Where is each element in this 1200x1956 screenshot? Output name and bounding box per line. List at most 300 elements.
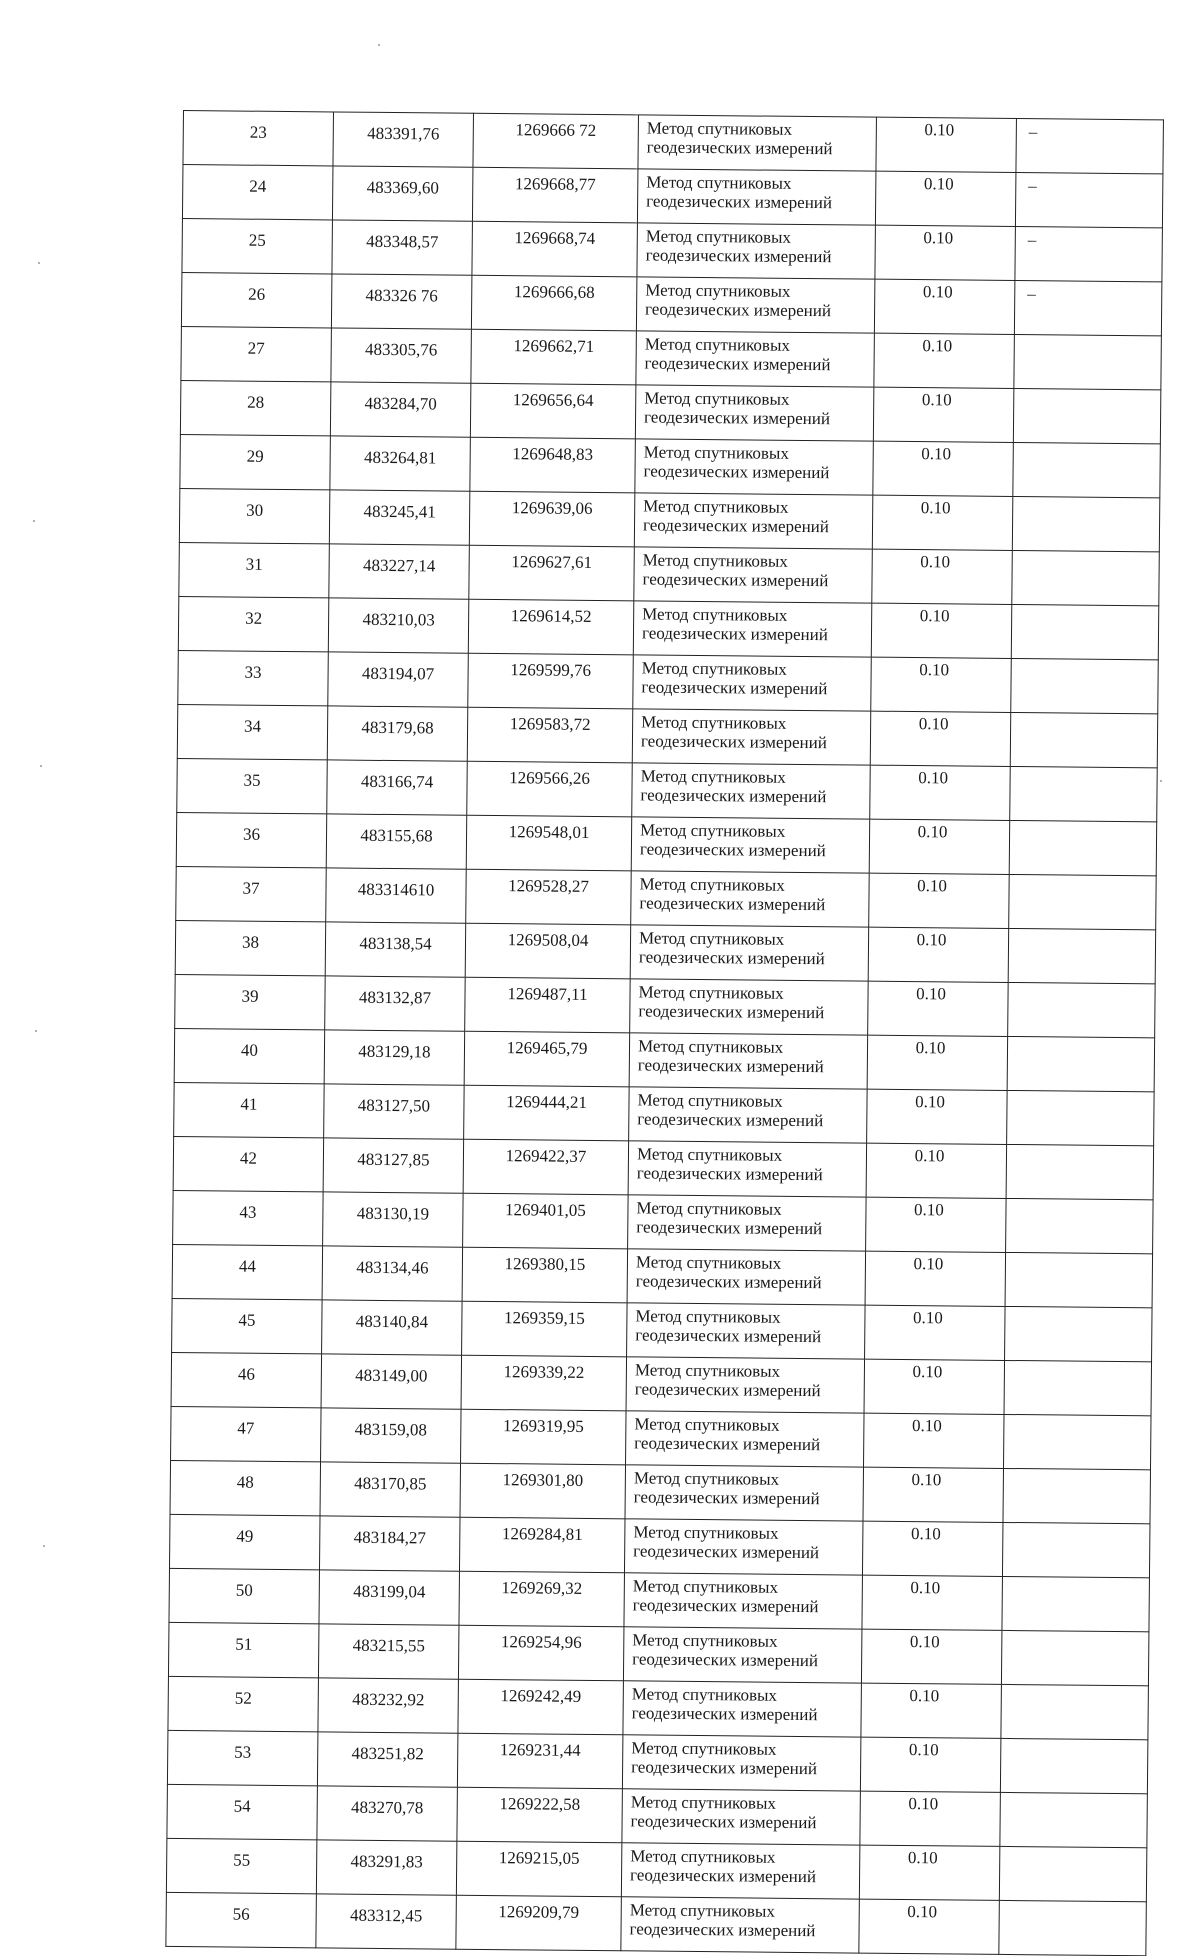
point-number-cell: 50: [169, 1568, 320, 1623]
note-cell: [1012, 496, 1160, 551]
accuracy-cell: 0.10: [868, 927, 1009, 982]
y-coordinate-cell: 1269662,71: [471, 329, 637, 385]
y-coordinate-cell: 1269444,21: [464, 1085, 630, 1141]
note-cell: [1010, 712, 1158, 767]
note-cell: [999, 1846, 1147, 1901]
method-line-2: геодезических измерений: [638, 1001, 825, 1023]
x-coordinate-cell: 483348,57: [332, 220, 473, 275]
method-line-2: геодезических измерений: [640, 731, 827, 753]
y-coordinate-cell: 1269548,01: [466, 815, 632, 871]
method-line-1: Метод спутниковых: [645, 226, 792, 247]
x-coordinate-cell: 483129,18: [324, 1030, 465, 1085]
table-row: [180, 380, 1160, 443]
method-line-2: геодезических измерений: [633, 1541, 820, 1563]
note-cell: –: [1015, 172, 1163, 227]
y-coordinate-cell: 1269583,72: [467, 707, 633, 763]
table-row: [176, 812, 1156, 875]
method-line-1: Метод спутниковых: [632, 1576, 779, 1597]
accuracy-cell: 0.10: [866, 1143, 1007, 1198]
x-coordinate-cell: 483140,84: [322, 1300, 463, 1355]
point-number-cell: 51: [168, 1622, 319, 1677]
scan-speck: [40, 765, 42, 767]
accuracy-cell: 0.10: [873, 441, 1014, 496]
y-coordinate-cell: 1269401,05: [463, 1193, 629, 1249]
method-line-2: геодезических измерений: [641, 623, 828, 645]
accuracy-cell: 0.10: [859, 1845, 1000, 1900]
point-number-cell: 42: [173, 1136, 324, 1191]
method-cell: [631, 871, 870, 927]
point-number-cell: 48: [170, 1460, 321, 1515]
point-number-cell: 37: [176, 866, 327, 921]
note-cell: [1011, 604, 1159, 659]
coordinates-table-body: [166, 111, 1164, 1956]
method-line-2: геодезических измерений: [643, 461, 830, 483]
method-line-1: Метод спутниковых: [645, 280, 791, 301]
method-line-2: геодезических измерений: [644, 353, 831, 375]
x-coordinate-cell: 483130,19: [323, 1192, 464, 1247]
accuracy-cell: 0.10: [862, 1521, 1003, 1576]
method-cell: [625, 1465, 864, 1521]
table-row: [170, 1460, 1150, 1523]
method-line-2: геодезических измерений: [635, 1271, 822, 1293]
scan-speck: [35, 1030, 37, 1032]
table-row: [171, 1352, 1151, 1415]
accuracy-cell: 0.10: [871, 657, 1012, 712]
method-line-1: Метод спутниковых: [641, 712, 787, 733]
y-coordinate-cell: 1269656,64: [470, 383, 636, 439]
method-line-2: геодезических измерений: [638, 947, 825, 969]
accuracy-cell: 0.10: [872, 549, 1013, 604]
point-number-cell: 39: [175, 974, 326, 1029]
method-line-1: Метод спутниковых: [635, 1306, 781, 1327]
method-line-1: Метод спутниковых: [632, 1630, 778, 1651]
point-number-cell: 28: [180, 380, 331, 435]
note-cell: –: [1014, 280, 1162, 335]
point-number-cell: 38: [175, 920, 326, 975]
method-line-2: геодезических измерений: [631, 1757, 818, 1779]
method-line-1: Метод спутниковых: [646, 172, 792, 193]
method-cell: [634, 547, 873, 603]
table-row: [168, 1622, 1148, 1685]
method-line-1: Метод спутниковых: [644, 388, 790, 409]
note-cell: [1002, 1576, 1150, 1631]
method-line-2: геодезических измерений: [630, 1811, 817, 1833]
method-line-2: геодезических измерений: [636, 1163, 823, 1185]
y-coordinate-cell: 1269668,74: [472, 221, 638, 277]
table-row: [168, 1676, 1148, 1739]
y-coordinate-cell: 1269359,15: [462, 1301, 628, 1357]
table-row: [171, 1406, 1151, 1469]
note-cell: [1006, 1198, 1154, 1253]
method-cell: [634, 493, 873, 549]
point-number-cell: 56: [166, 1892, 317, 1947]
table-row: [178, 596, 1158, 659]
accuracy-cell: 0.10: [867, 1089, 1008, 1144]
method-cell: [626, 1411, 865, 1467]
method-line-2: геодезических измерений: [646, 137, 833, 159]
method-cell: [627, 1249, 866, 1305]
method-cell: [627, 1303, 866, 1359]
method-cell: [624, 1573, 863, 1629]
x-coordinate-cell: 483369,60: [332, 166, 473, 221]
point-number-cell: 47: [171, 1406, 322, 1461]
method-line-2: геодезических измерений: [636, 1217, 823, 1239]
method-line-1: Метод спутниковых: [634, 1360, 781, 1381]
accuracy-cell: 0.10: [863, 1467, 1004, 1522]
method-cell: [628, 1195, 867, 1251]
method-cell: [621, 1897, 860, 1953]
accuracy-cell: 0.10: [859, 1899, 1000, 1954]
method-cell: [630, 925, 869, 981]
method-line-1: Метод спутниковых: [635, 1252, 782, 1273]
method-cell: [637, 223, 876, 279]
method-cell: [635, 439, 874, 495]
note-cell: [1003, 1414, 1151, 1469]
method-line-2: геодезических измерений: [642, 515, 830, 537]
table-row: [167, 1730, 1147, 1793]
note-cell: [1007, 1090, 1155, 1145]
table-row: [182, 165, 1162, 228]
accuracy-cell: 0.10: [861, 1683, 1002, 1738]
method-line-1: Метод спутниковых: [631, 1684, 778, 1705]
scan-speck: [38, 262, 40, 264]
note-cell: [1006, 1144, 1154, 1199]
method-cell: [621, 1843, 860, 1899]
method-cell: [622, 1789, 861, 1845]
note-cell: –: [1015, 226, 1163, 281]
point-number-cell: 43: [173, 1190, 324, 1245]
method-line-1: Метод спутниковых: [630, 1846, 776, 1867]
method-cell: [636, 331, 875, 387]
note-cell: [1012, 550, 1160, 605]
y-coordinate-cell: 1269422,37: [463, 1139, 629, 1195]
table-row: [166, 1838, 1146, 1901]
y-coordinate-cell: 1269254,96: [458, 1625, 624, 1681]
x-coordinate-cell: 483179,68: [327, 706, 468, 761]
method-cell: [631, 817, 870, 873]
accuracy-cell: 0.10: [869, 873, 1010, 928]
method-line-2: геодезических измерений: [634, 1433, 821, 1455]
table-row: [167, 1784, 1147, 1847]
note-cell: [1007, 1036, 1155, 1091]
point-number-cell: 31: [179, 542, 330, 597]
method-line-1: Метод спутниковых: [634, 1414, 780, 1435]
y-coordinate-cell: 1269231,44: [457, 1733, 623, 1789]
point-number-cell: 52: [168, 1676, 319, 1731]
accuracy-cell: 0.10: [871, 603, 1012, 658]
point-number-cell: 49: [169, 1514, 320, 1569]
method-line-2: геодезических измерений: [643, 407, 831, 429]
point-number-cell: 55: [166, 1838, 317, 1893]
note-cell: [1014, 334, 1162, 389]
table-row: [175, 974, 1155, 1037]
x-coordinate-cell: 483127,50: [324, 1084, 465, 1139]
note-cell: [1013, 388, 1161, 443]
table-row: [181, 272, 1161, 335]
table-row: [174, 1028, 1154, 1091]
coordinates-table: [165, 110, 1164, 1956]
y-coordinate-cell: 1269508,04: [465, 923, 631, 979]
table-row: [173, 1190, 1153, 1253]
y-coordinate-cell: 1269319,95: [461, 1409, 627, 1465]
note-cell: [1008, 982, 1156, 1037]
note-cell: [999, 1900, 1147, 1955]
y-coordinate-cell: 1269487,11: [465, 977, 631, 1033]
point-number-cell: 35: [177, 758, 328, 813]
method-line-1: Метод спутниковых: [633, 1468, 780, 1489]
y-coordinate-cell: 1269566,26: [467, 761, 633, 817]
method-cell: [629, 1033, 868, 1089]
point-number-cell: 27: [181, 326, 332, 381]
method-line-1: Метод спутниковых: [646, 118, 793, 139]
method-cell: [624, 1519, 863, 1575]
x-coordinate-cell: 483194,07: [328, 652, 469, 707]
table-row: [183, 111, 1163, 174]
x-coordinate-cell: 483210,03: [328, 598, 469, 653]
method-line-2: геодезических измерений: [637, 1109, 824, 1131]
x-coordinate-cell: 483138,54: [325, 922, 466, 977]
table-row: [179, 542, 1159, 605]
x-coordinate-cell: 483215,55: [318, 1624, 459, 1679]
accuracy-cell: 0.10: [865, 1305, 1006, 1360]
x-coordinate-cell: 483170,85: [320, 1462, 461, 1517]
method-line-1: Метод спутниковых: [638, 928, 785, 949]
y-coordinate-cell: 1269528,27: [466, 869, 632, 925]
scan-speck: [43, 1545, 45, 1547]
method-line-1: Метод спутниковых: [637, 1090, 783, 1111]
note-cell: [1009, 874, 1157, 929]
table-row: [169, 1568, 1149, 1631]
accuracy-cell: 0.10: [860, 1791, 1001, 1846]
accuracy-cell: 0.10: [866, 1197, 1007, 1252]
accuracy-cell: 0.10: [864, 1413, 1005, 1468]
accuracy-cell: 0.10: [864, 1359, 1005, 1414]
table-row: [172, 1298, 1152, 1361]
method-line-1: Метод спутниковых: [639, 874, 785, 895]
method-line-2: геодезических измерений: [642, 569, 829, 591]
method-line-1: Метод спутниковых: [640, 766, 786, 787]
x-coordinate-cell: 483227,14: [329, 544, 470, 599]
y-coordinate-cell: 1269599,76: [468, 653, 634, 709]
method-cell: [629, 1087, 868, 1143]
y-coordinate-cell: 1269668,77: [472, 167, 638, 223]
note-cell: [1011, 658, 1159, 713]
point-number-cell: 46: [171, 1352, 322, 1407]
x-coordinate-cell: 483149,00: [321, 1354, 462, 1409]
y-coordinate-cell: 1269380,15: [462, 1247, 628, 1303]
point-number-cell: 30: [179, 488, 330, 543]
method-line-1: Метод спутниковых: [642, 604, 788, 625]
accuracy-cell: 0.10: [874, 279, 1015, 334]
method-line-1: Метод спутниковых: [643, 442, 789, 463]
table-row: [179, 488, 1159, 551]
method-line-1: Метод спутниковых: [633, 1522, 779, 1543]
point-number-cell: 40: [174, 1028, 325, 1083]
method-line-1: Метод спутниковых: [643, 496, 789, 517]
method-cell: [633, 655, 872, 711]
table-row: [172, 1244, 1152, 1307]
accuracy-cell: 0.10: [869, 819, 1010, 874]
accuracy-cell: 0.10: [867, 1035, 1008, 1090]
y-coordinate-cell: 1269614,52: [468, 599, 634, 655]
method-line-2: геодезических измерений: [637, 1055, 824, 1077]
table-row: [169, 1514, 1149, 1577]
point-number-cell: 54: [167, 1784, 318, 1839]
x-coordinate-cell: 483159,08: [321, 1408, 462, 1463]
point-number-cell: 25: [182, 218, 333, 273]
table-row: [180, 434, 1160, 497]
note-cell: [1002, 1522, 1150, 1577]
note-cell: [1005, 1306, 1153, 1361]
note-cell: [1005, 1252, 1153, 1307]
y-coordinate-cell: 1269648,83: [470, 437, 636, 493]
accuracy-cell: 0.10: [872, 495, 1013, 550]
table-row: [166, 1892, 1146, 1955]
x-coordinate-cell: 483264,81: [330, 436, 471, 491]
accuracy-cell: 0.10: [874, 333, 1015, 388]
point-number-cell: 29: [180, 434, 331, 489]
method-line-2: геодезических измерений: [640, 785, 827, 807]
x-coordinate-cell: 483134,46: [322, 1246, 463, 1301]
method-cell: [635, 385, 874, 441]
point-number-cell: 34: [177, 704, 328, 759]
table-row: [176, 866, 1156, 929]
y-coordinate-cell: 1269666,68: [471, 275, 637, 331]
table-row: [178, 650, 1158, 713]
accuracy-cell: 0.10: [865, 1251, 1006, 1306]
note-cell: [1000, 1738, 1148, 1793]
note-cell: –: [1016, 119, 1164, 174]
note-cell: [1008, 928, 1156, 983]
accuracy-cell: 0.10: [860, 1737, 1001, 1792]
point-number-cell: 24: [182, 165, 333, 220]
table-row: [175, 920, 1155, 983]
x-coordinate-cell: 483199,04: [319, 1570, 460, 1625]
accuracy-cell: 0.10: [870, 711, 1011, 766]
point-number-cell: 44: [172, 1244, 323, 1299]
accuracy-cell: 0.10: [876, 117, 1017, 172]
method-line-1: Метод спутниковых: [629, 1900, 775, 1921]
y-coordinate-cell: 1269284,81: [459, 1517, 625, 1573]
y-coordinate-cell: 1269465,79: [464, 1031, 630, 1087]
y-coordinate-cell: 1269215,05: [456, 1841, 622, 1897]
table-row: [177, 758, 1157, 821]
method-line-2: геодезических измерений: [635, 1325, 822, 1347]
x-coordinate-cell: 483166,74: [327, 760, 468, 815]
method-line-1: Метод спутниковых: [642, 550, 788, 571]
method-line-1: Метод спутниковых: [640, 820, 786, 841]
note-cell: [1003, 1468, 1151, 1523]
note-cell: [1013, 442, 1161, 497]
table-row: [173, 1136, 1153, 1199]
accuracy-cell: 0.10: [868, 981, 1009, 1036]
method-line-2: геодезических измерений: [631, 1703, 818, 1725]
method-cell: [623, 1627, 862, 1683]
x-coordinate-cell: 483184,27: [319, 1516, 460, 1571]
method-line-2: геодезических измерений: [639, 893, 826, 915]
method-cell: [628, 1141, 867, 1197]
note-cell: [1001, 1684, 1149, 1739]
method-line-2: геодезических измерений: [629, 1919, 816, 1941]
y-coordinate-cell: 1269209,79: [456, 1895, 622, 1951]
accuracy-cell: 0.10: [875, 171, 1016, 226]
method-line-2: геодезических измерений: [641, 677, 828, 699]
y-coordinate-cell: 1269339,22: [461, 1355, 627, 1411]
method-line-1: Метод спутниковых: [631, 1738, 777, 1759]
method-line-2: геодезических измерений: [646, 191, 833, 213]
x-coordinate-cell: 483314610: [326, 868, 467, 923]
x-coordinate-cell: 483291,83: [316, 1840, 457, 1895]
y-coordinate-cell: 1269666 72: [473, 113, 639, 169]
x-coordinate-cell: 483155,68: [326, 814, 467, 869]
point-number-cell: 45: [172, 1298, 323, 1353]
point-number-cell: 26: [181, 272, 332, 327]
table-row: [181, 326, 1161, 389]
method-cell: [636, 277, 875, 333]
method-line-1: Метод спутниковых: [630, 1792, 777, 1813]
method-line-1: Метод спутниковых: [638, 982, 784, 1003]
table-row: [174, 1082, 1154, 1145]
scan-speck: [33, 520, 35, 522]
method-cell: [638, 115, 877, 171]
method-line-2: геодезических измерений: [634, 1379, 821, 1401]
scan-speck: [378, 44, 380, 46]
y-coordinate-cell: 1269301,80: [460, 1463, 626, 1519]
method-line-1: Метод спутниковых: [641, 658, 787, 679]
x-coordinate-cell: 483132,87: [325, 976, 466, 1031]
accuracy-cell: 0.10: [870, 765, 1011, 820]
method-line-2: геодезических измерений: [645, 299, 832, 321]
x-coordinate-cell: 483284,70: [330, 382, 471, 437]
point-number-cell: 33: [178, 650, 329, 705]
y-coordinate-cell: 1269639,06: [469, 491, 635, 547]
note-cell: [1001, 1630, 1149, 1685]
x-coordinate-cell: 483305,76: [331, 328, 472, 383]
scan-speck: [1160, 780, 1162, 782]
x-coordinate-cell: 483245,41: [329, 490, 470, 545]
point-number-cell: 41: [174, 1082, 325, 1137]
x-coordinate-cell: 483326 76: [331, 274, 472, 329]
accuracy-cell: 0.10: [873, 387, 1014, 442]
accuracy-cell: 0.10: [862, 1575, 1003, 1630]
y-coordinate-cell: 1269222,58: [457, 1787, 623, 1843]
accuracy-cell: 0.10: [875, 225, 1016, 280]
point-number-cell: 23: [183, 111, 334, 166]
x-coordinate-cell: 483232,92: [318, 1678, 459, 1733]
x-coordinate-cell: 483251,82: [317, 1732, 458, 1787]
x-coordinate-cell: 483391,76: [333, 112, 474, 167]
accuracy-cell: 0.10: [861, 1629, 1002, 1684]
note-cell: [1009, 820, 1157, 875]
method-cell: [630, 979, 869, 1035]
x-coordinate-cell: 483270,78: [317, 1786, 458, 1841]
method-line-1: Метод спутниковых: [637, 1036, 784, 1057]
method-cell: [626, 1357, 865, 1413]
x-coordinate-cell: 483312,45: [316, 1894, 457, 1949]
method-line-2: геодезических измерений: [639, 839, 826, 861]
method-line-1: Метод спутниковых: [636, 1144, 783, 1165]
x-coordinate-cell: 483127,85: [323, 1138, 464, 1193]
method-line-1: Метод спутниковых: [636, 1198, 782, 1219]
method-line-2: геодезических измерений: [632, 1595, 819, 1617]
method-cell: [623, 1681, 862, 1737]
table-row: [177, 704, 1157, 767]
table-row: [182, 218, 1162, 281]
method-line-2: геодезических измерений: [633, 1487, 820, 1509]
note-cell: [1010, 766, 1158, 821]
method-line-2: геодезических измерений: [629, 1865, 817, 1887]
method-cell: [633, 601, 872, 657]
